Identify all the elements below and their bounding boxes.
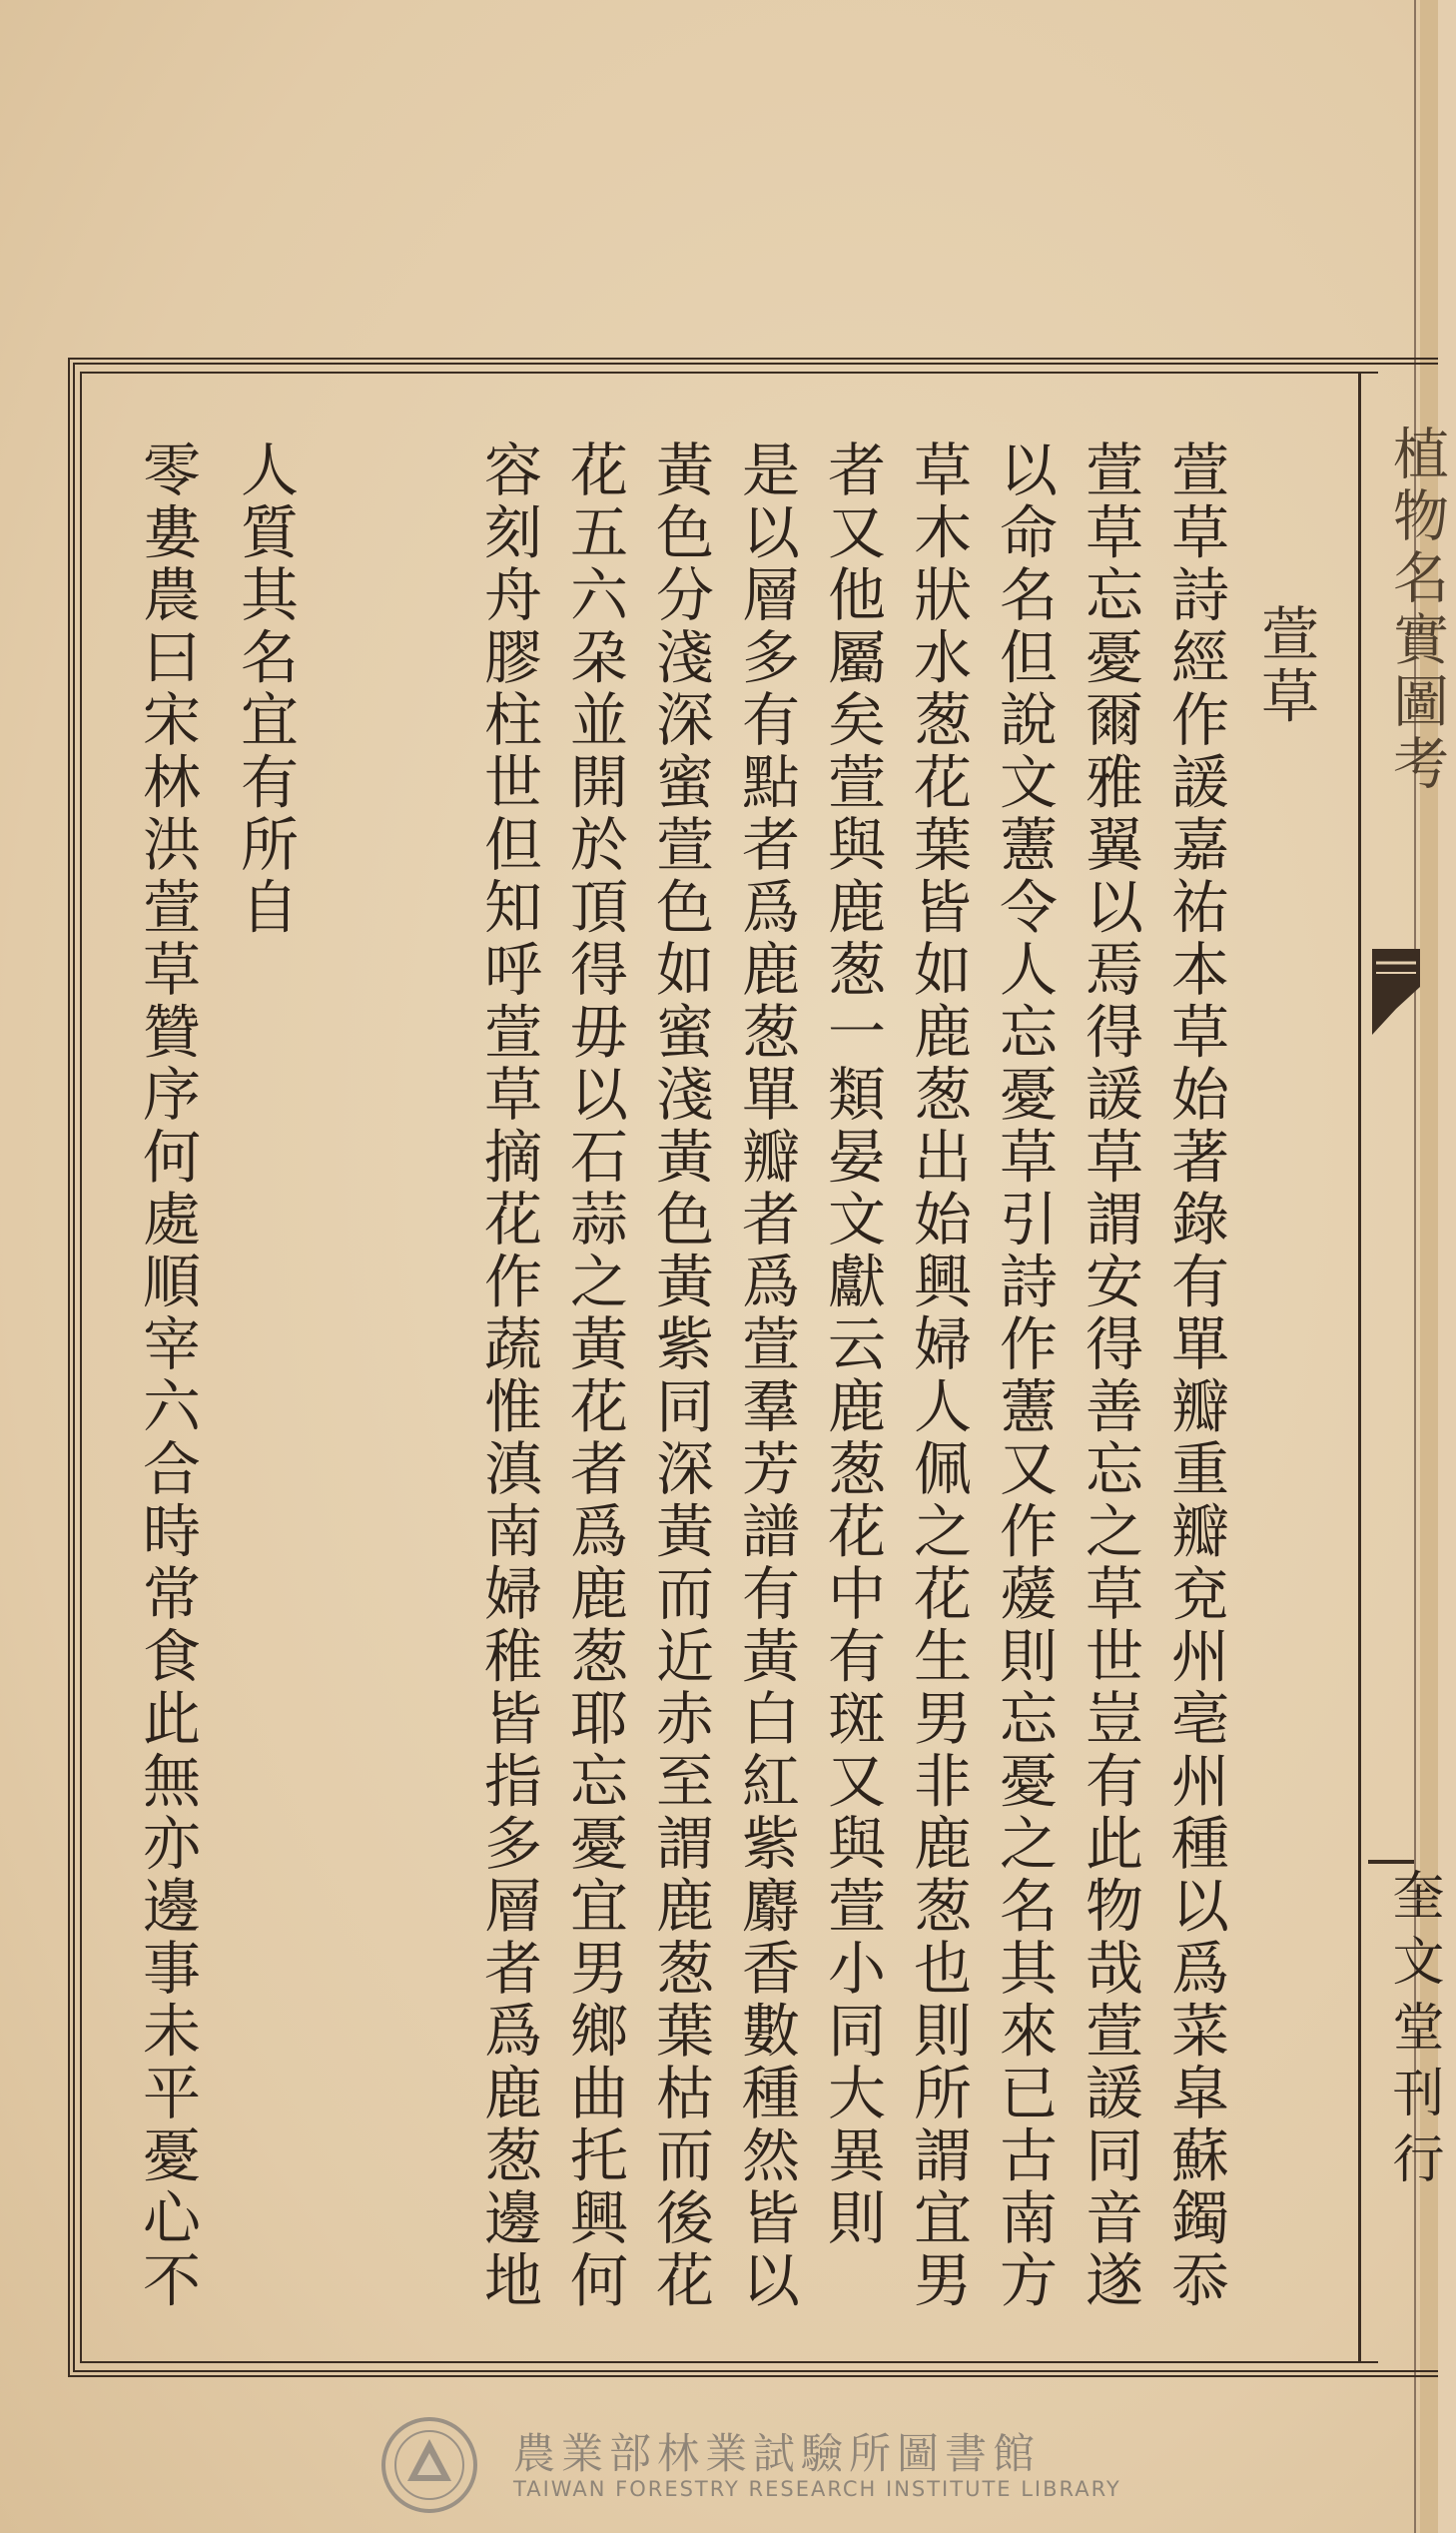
text-column-8: 花五六朶並開於頂得毋以石蒜之黃花者爲鹿葱耶忘憂宜男鄉曲托興何 xyxy=(560,439,628,2312)
book-title-margin: 植物名實圖考 xyxy=(1384,424,1449,796)
publisher-mark xyxy=(1368,1860,1414,1864)
text-column-4: 草木狀水葱花葉皆如鹿葱出始興婦人佩之花生男非鹿葱也則所謂宜男 xyxy=(904,439,972,2312)
text-column-10: 人質其名宜有所自 xyxy=(231,439,299,939)
text-column-7: 黃色分淺深蜜萱色如蜜淺黃色黃紫同深黃而近赤至謂鹿葱葉枯而後花 xyxy=(646,439,714,2312)
text-column-9: 容刻舟膠柱世但知呼萱草摘花作蔬惟滇南婦稚皆指多層者爲鹿葱邊地 xyxy=(474,439,542,2312)
text-column-6: 是以層多有點者爲鹿葱單瓣者爲萱羣芳譜有黃白紅紫麝香數種然皆以 xyxy=(732,439,800,2312)
publisher-margin: 奎文堂刊行 xyxy=(1383,1868,1443,2197)
inner-rule-left xyxy=(80,372,82,2363)
text-column-5: 者又他屬矣萱與鹿葱一類晏文獻云鹿葱花中有斑又與萱小同大異則 xyxy=(818,439,886,2250)
library-seal-icon xyxy=(379,2415,479,2515)
fishtail-mark-icon xyxy=(1372,949,1420,1035)
text-column-1: 萱草詩經作諼嘉祐本草始著錄有單瓣重瓣兗州亳州種以爲菜皐蘇鐲忝 xyxy=(1161,439,1229,2312)
library-stamp xyxy=(379,2415,1121,2525)
inner-rule-bottom xyxy=(80,2361,1378,2363)
section-heading: 萱草 xyxy=(1251,603,1319,728)
center-fold-rule xyxy=(1358,372,1361,2363)
inner-rule-top xyxy=(80,372,1378,374)
library-name-chinese: 農業部林業試驗所圖書館 xyxy=(513,2429,1042,2478)
text-column-3: 以命名但說文藼令人忘憂草引詩作藼又作蕿則忘憂之名其來已古南方 xyxy=(990,439,1058,2312)
text-column-2: 萱草忘憂爾雅翼以焉得諼草謂安得善忘之草世豈有此物哉萱諼同音遂 xyxy=(1076,439,1143,2312)
library-name-english: TAIWAN FORESTRY RESEARCH INSTITUTE LIBRARY xyxy=(513,2477,1121,2501)
text-column-11: 零婁農曰宋林洪萱草贊序何處順宰六合時常食此無亦邊事未平憂心不 xyxy=(133,439,201,2312)
